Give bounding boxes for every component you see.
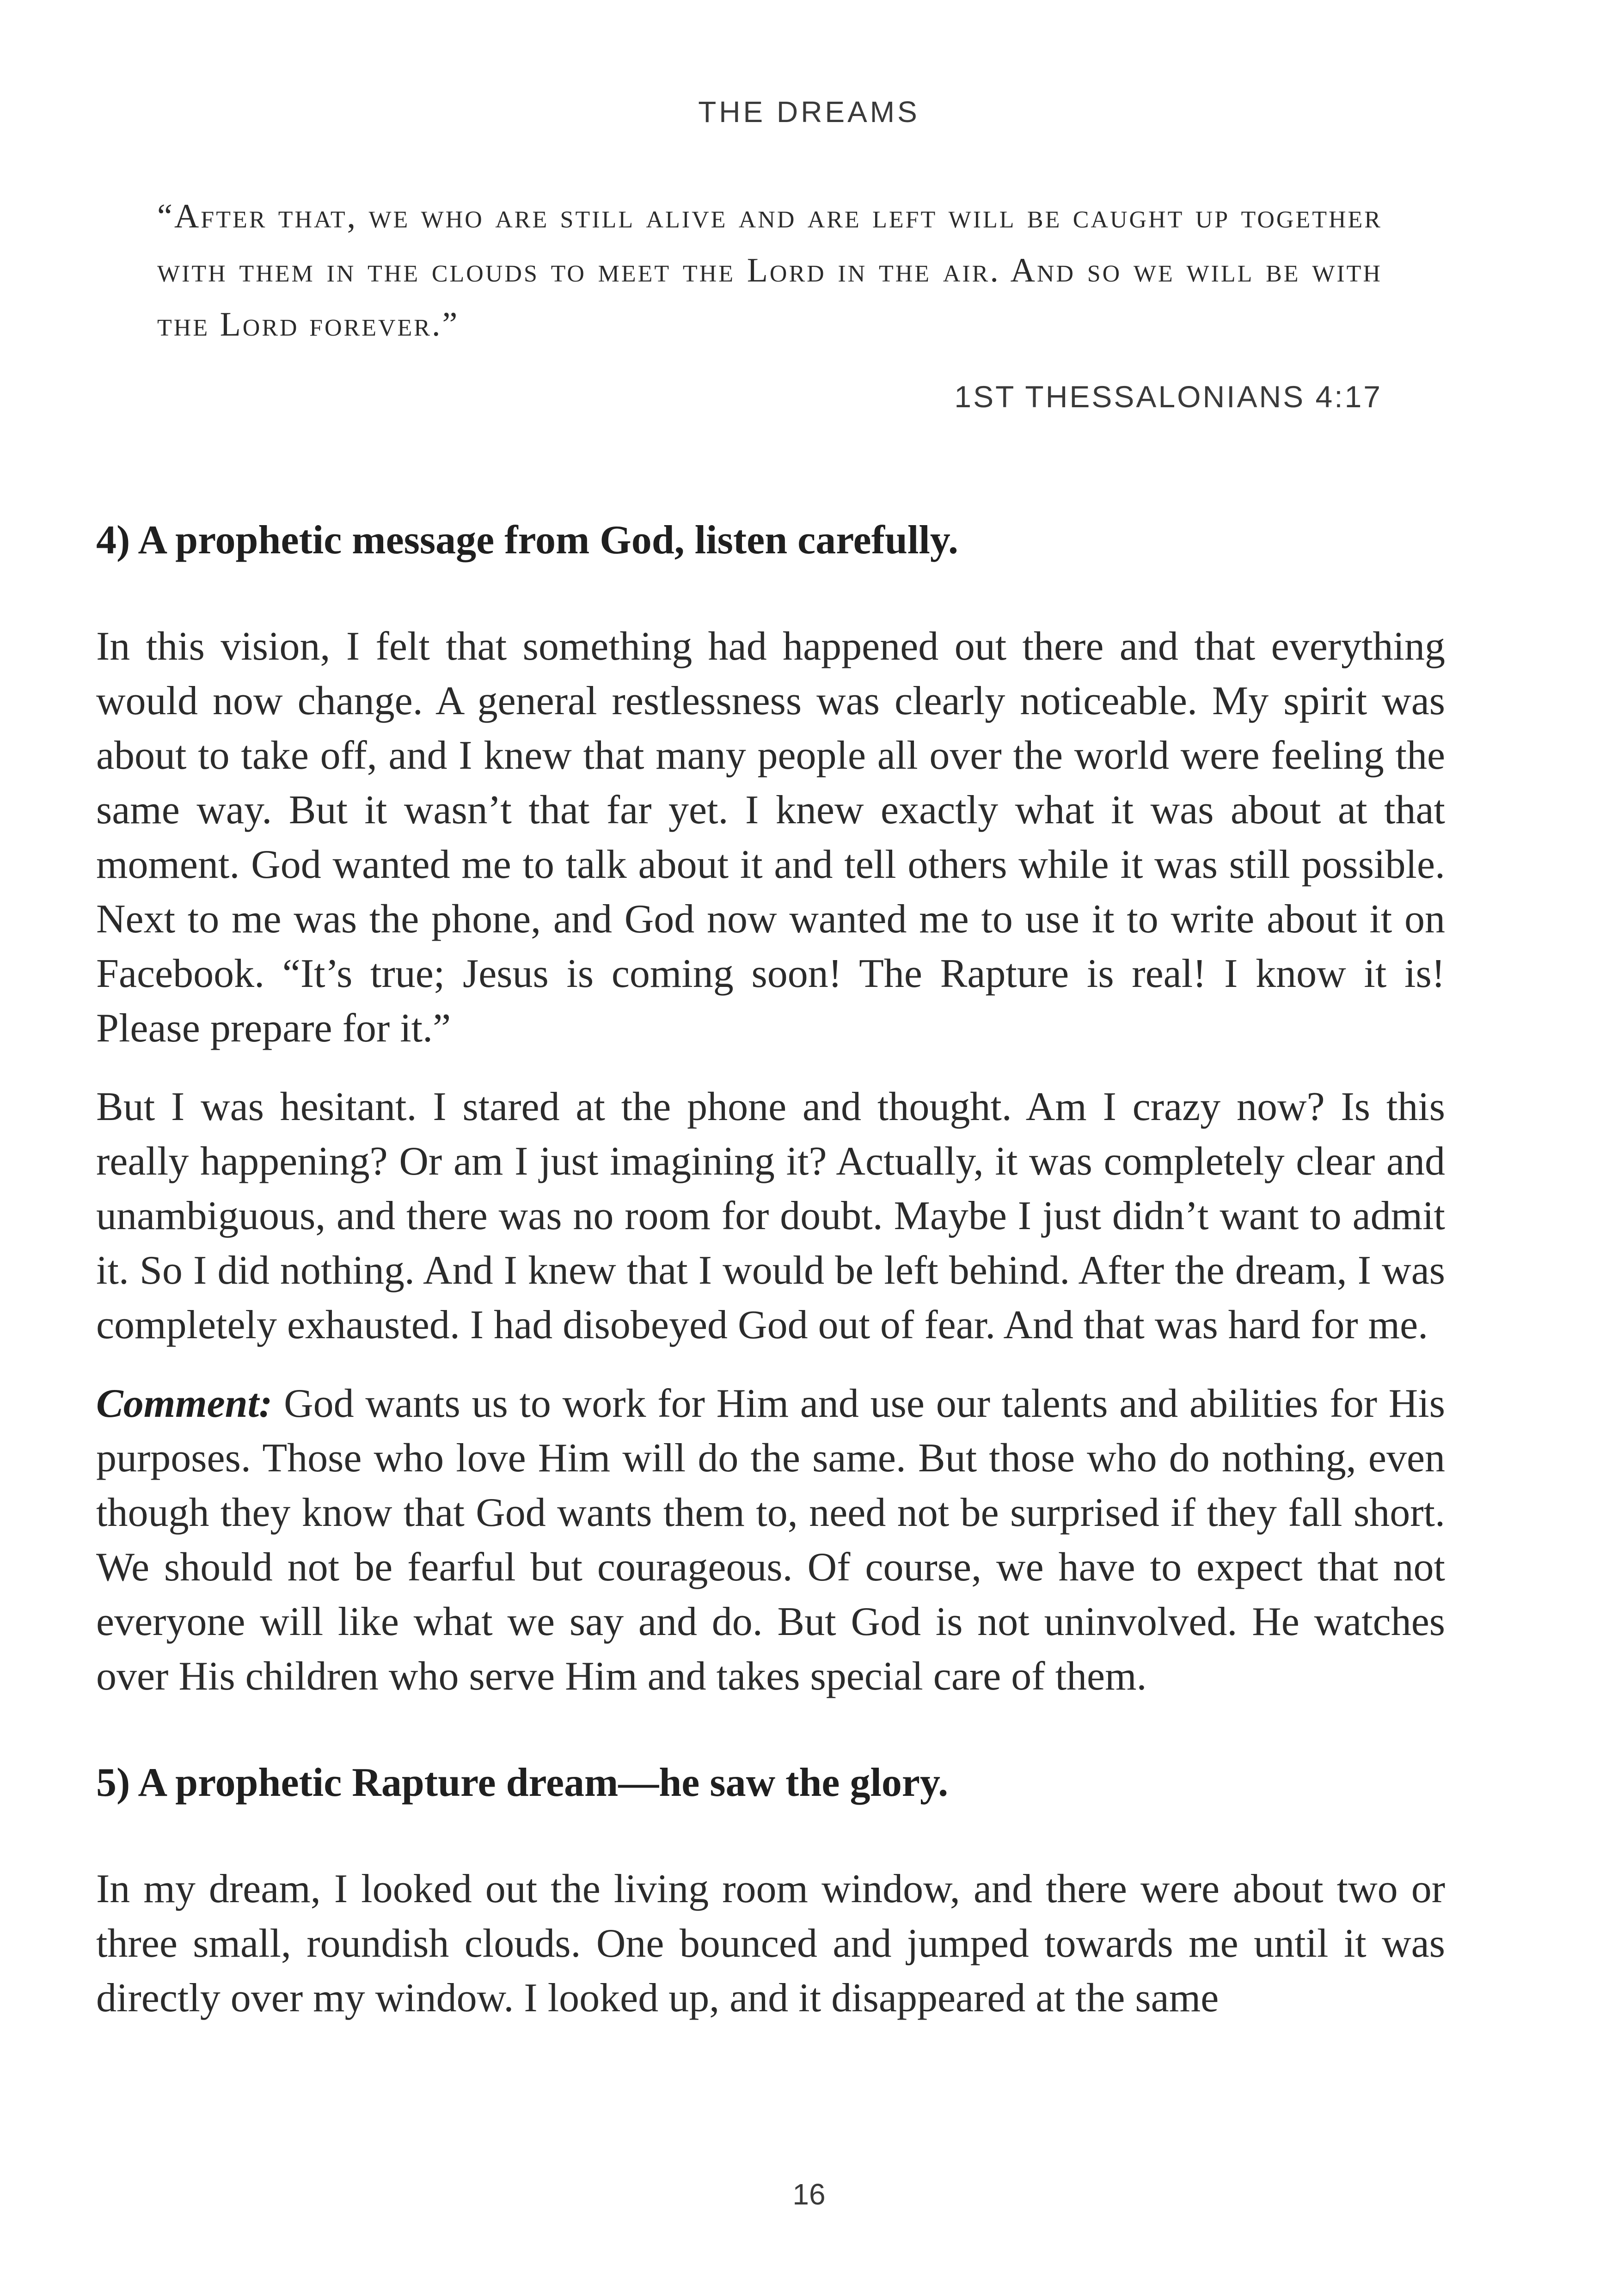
page-number: 16 [792, 2178, 826, 2211]
epigraph-citation: 1ST THESSALONIANS 4:17 [954, 380, 1382, 414]
comment-label: Comment: [96, 1381, 273, 1426]
section-heading-5: 5) A prophetic Rapture dream—he saw the glory. [96, 1760, 949, 1805]
section-heading-4: 4) A prophetic message from God, listen carefully. [96, 518, 959, 563]
paragraph: In my dream, I looked out the living room window, and there were about two or three small, roundish clouds. One bounced and jumped towards me until it was directly over my window. I looked up, and it disappeared at the same [96, 1867, 1445, 2020]
running-head: THE DREAMS [698, 95, 920, 129]
paragraph: In this vision, I felt that something had happened out there and that everything would now change. A general restlessness was clearly noticeable. My spirit was about to take off, and I knew that many people all over the world were feeling the same way. But it wasn’t that far yet. I knew exactly what it was about at that moment. God wanted me to talk about it and tell others while it was still possible. Next to me was the phone, and God now wanted me to use it to write about it on Facebook. “It’s true; Jesus is coming soon! The Rapture is real! I know it is! Please prepare for it.” [96, 624, 1445, 1051]
paragraph: But I was hesitant. I stared at the phone and thought. Am I crazy now? Is this really happening? Or am I just imagining it? Actually, it was completely clear and unambiguous, and there was no room for doubt. Maybe I just didn’t want to admit it. So I did nothing. And I knew that I would be left behind. After the dream, I was completely exhausted. I had disobeyed God out of fear. And that was hard for me. [96, 1084, 1445, 1347]
epigraph-quote: “After that, we who are still alive and are left will be caught up together with them in the clouds to meet the Lord in the air. And so we will be with the Lord forever.” [157, 197, 1382, 343]
main-content [96, 513, 1445, 2026]
comment-paragraph [96, 1377, 1445, 1704]
comment-text: God wants us to work for Him and use our talents and abilities for His purposes. Those who love Him will do the same. But those who do nothing, even though they know that God wants them to, need not be surprised if they fall short. We should not be fearful but courageous. Of course, we have to expect that not everyone will like what we say and do. But God is not uninvolved. He watches over His children who serve Him and takes special care of them. [96, 1381, 1445, 1699]
